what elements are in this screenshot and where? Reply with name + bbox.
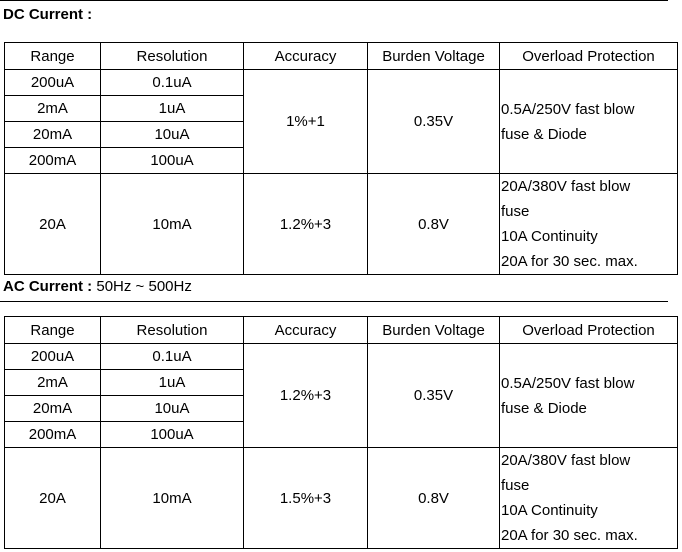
ac-resolution-cell: 100uA [101, 422, 244, 448]
ac-section-title [3, 278, 192, 296]
ac-protection-line: fuse & Diode [501, 399, 587, 417]
ac-title: AC Current [3, 278, 84, 295]
ac-accuracy-cell: 1.5%+3 [244, 448, 368, 549]
ac-range-cell: 20A [5, 448, 101, 549]
table-row [5, 70, 678, 96]
dc-header-burden-voltage: Burden Voltage [368, 43, 500, 70]
dc-header-row [5, 43, 678, 70]
ac-range-cell: 200uA [5, 344, 101, 370]
dc-resolution-cell: 100uA [101, 148, 244, 174]
ac-protection-line: fuse [501, 477, 530, 494]
dc-resolution-cell: 0.1uA [101, 70, 244, 96]
dc-resolution-cell: 10uA [101, 122, 244, 148]
ac-protection-line: 20A for 30 sec. max. [501, 527, 638, 544]
ac-frequency: 50Hz ~ 500Hz [96, 278, 192, 295]
dc-title: DC Current [3, 6, 84, 23]
dc-protection-group-cell [500, 70, 678, 174]
ac-range-cell: 2mA [5, 370, 101, 396]
dc-protection-line: fuse [501, 203, 530, 220]
table-row [5, 448, 678, 549]
ac-burden-cell: 0.8V [368, 448, 500, 549]
ac-resolution-cell: 1uA [101, 370, 244, 396]
ac-header-range: Range [5, 317, 101, 344]
dc-title-colon: : [83, 6, 93, 23]
dc-current-table [4, 42, 678, 275]
ac-burden-group-cell: 0.35V [368, 344, 500, 448]
dc-header-range: Range [5, 43, 101, 70]
dc-protection-line: fuse & Diode [501, 125, 587, 143]
dc-burden-group-cell: 0.35V [368, 70, 500, 174]
ac-header-burden-voltage: Burden Voltage [368, 317, 500, 344]
ac-protection-line: 10A Continuity [501, 502, 598, 519]
dc-header-accuracy: Accuracy [244, 43, 368, 70]
ac-protection-line: 20A/380V fast blow [501, 452, 631, 469]
dc-range-cell: 20A [5, 174, 101, 275]
dc-protection-line: 0.5A/250V fast blow [501, 100, 635, 118]
dc-range-cell: 200mA [5, 148, 101, 174]
dc-accuracy-group-cell: 1%+1 [244, 70, 368, 174]
table-row [5, 174, 678, 275]
dc-resolution-cell: 1uA [101, 96, 244, 122]
ac-header-accuracy: Accuracy [244, 317, 368, 344]
dc-range-cell: 200uA [5, 70, 101, 96]
ac-header-resolution: Resolution [101, 317, 244, 344]
dc-range-cell: 2mA [5, 96, 101, 122]
ac-title-colon: : [83, 278, 97, 295]
ac-protection-group-cell [500, 344, 678, 448]
ac-protection-line: 0.5A/250V fast blow [501, 374, 635, 392]
ac-accuracy-group-cell: 1.2%+3 [244, 344, 368, 448]
dc-range-cell: 20mA [5, 122, 101, 148]
ac-resolution-cell: 10mA [101, 448, 244, 549]
dc-accuracy-cell: 1.2%+3 [244, 174, 368, 275]
ac-header-row [5, 317, 678, 344]
dc-resolution-cell: 10mA [101, 174, 244, 275]
ac-resolution-cell: 0.1uA [101, 344, 244, 370]
ac-range-cell: 200mA [5, 422, 101, 448]
ac-header-overload-protection: Overload Protection [500, 317, 678, 344]
table-row [5, 344, 678, 370]
ac-range-cell: 20mA [5, 396, 101, 422]
ac-current-table [4, 316, 678, 549]
dc-header-resolution: Resolution [101, 43, 244, 70]
dc-burden-cell: 0.8V [368, 174, 500, 275]
dc-section-title [3, 6, 92, 24]
dc-header-overload-protection: Overload Protection [500, 43, 678, 70]
ac-protection-cell [500, 448, 678, 549]
dc-protection-cell [500, 174, 678, 275]
ac-section-rule [0, 301, 668, 302]
ac-resolution-cell: 10uA [101, 396, 244, 422]
dc-protection-line: 20A/380V fast blow [501, 178, 631, 195]
top-rule [0, 0, 668, 1]
dc-protection-line: 20A for 30 sec. max. [501, 253, 638, 270]
dc-protection-line: 10A Continuity [501, 228, 598, 245]
